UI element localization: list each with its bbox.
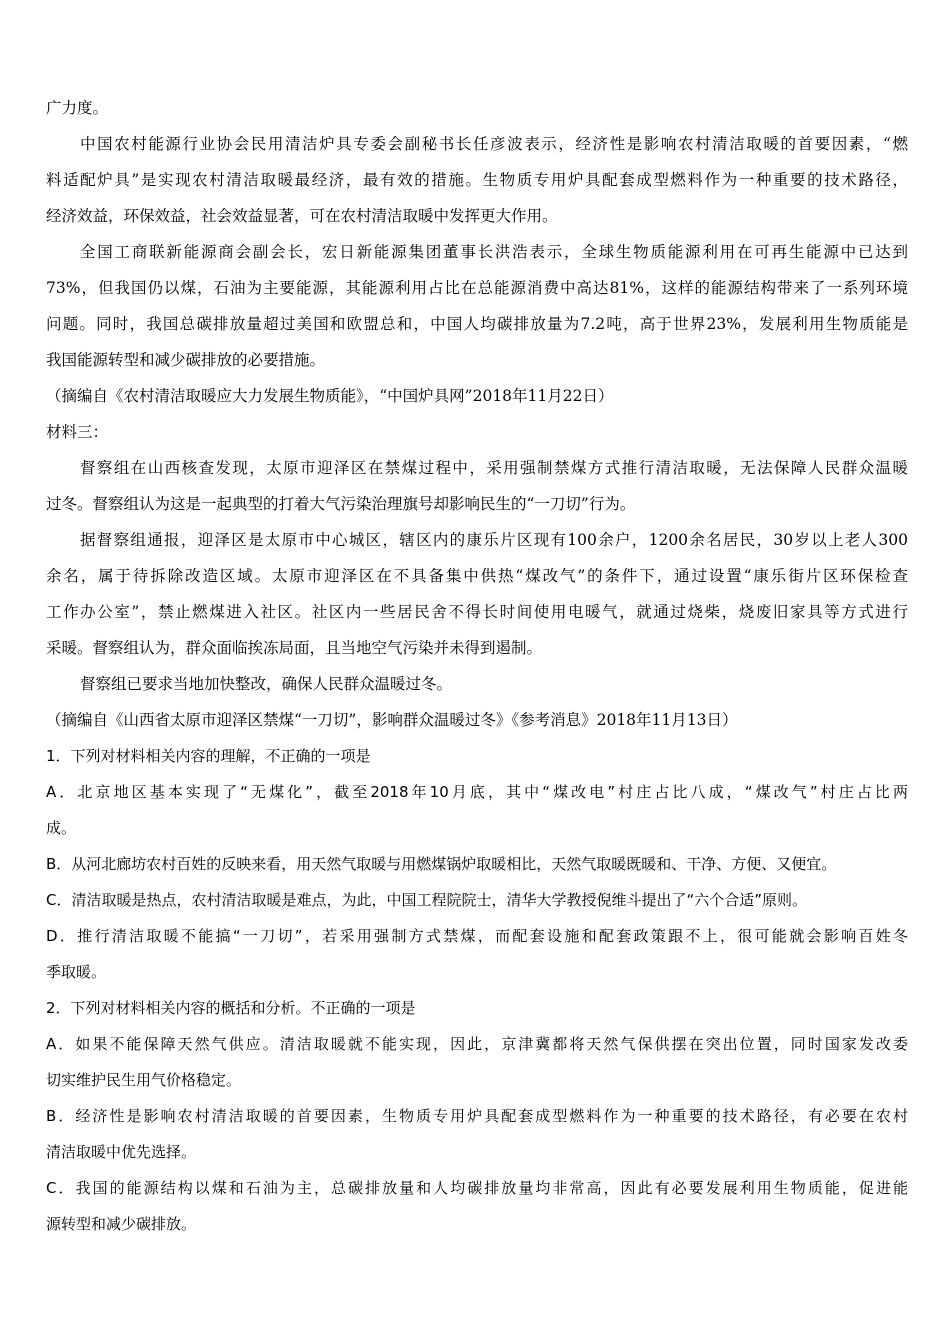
paragraph-line: 督察组在山西核查发现，太原市迎泽区在禁煤过程中，采用强制禁煤方式推行清洁取暖，无法保障人民群众温暖: [80, 459, 908, 477]
option-c: C．清洁取暖是热点，农村清洁取暖是难点，为此，中国工程院院士，清华大学教授倪维斗提出了“六个合适”原则。: [46, 891, 808, 909]
paragraph-line: 过冬。督察组认为这是一起典型的打着大气污染治理旗号却影响民生的“一刀切”行为。: [46, 495, 636, 513]
option-c: 源转型和减少碳排放。: [46, 1215, 197, 1233]
option-d: D．推行清洁取暖不能搞“一刀切”，若采用强制方式禁煤，而配套设施和配套政策跟不上，很可能就会影响百姓冬: [46, 927, 908, 945]
paragraph-line: 73%，但我国仍以煤，石油为主要能源，其能源利用占比在总能源消费中高达81%，这样的能源结构带来了一系列环境: [46, 279, 908, 297]
option-c: C．我国的能源结构以煤和石油为主，总碳排放量和人均碳排放量均非常高，因此有必要发展利用生物质能，促进能: [46, 1179, 908, 1197]
paragraph-line: 据督察组通报，迎泽区是太原市中心城区，辖区内的康乐片区现有100余户，1200余名居民，30岁以上老人300: [80, 531, 908, 549]
paragraph-line: 问题。同时，我国总碳排放量超过美国和欧盟总和，中国人均碳排放量为7.2吨，高于世界23%，发展利用生物质能是: [46, 315, 908, 333]
question-stem: 2．下列对材料相关内容的概括和分析。不正确的一项是: [46, 999, 416, 1017]
question-stem: 1．下列对材料相关内容的理解，不正确的一项是: [46, 747, 371, 765]
option-b: 清洁取暖中优先选择。: [46, 1143, 197, 1161]
paragraph-line: 中国农村能源行业协会民用清洁炉具专委会副秘书长任彦波表示，经济性是影响农村清洁取暖的首要因素，“燃: [80, 135, 908, 153]
paragraph-line: 督察组已要求当地加快整改，确保人民群众温暖过冬。: [80, 675, 453, 693]
paragraph-line: 我国能源转型和减少碳排放的必要措施。: [46, 351, 326, 369]
paragraph-line: 余名，属于待拆除改造区域。太原市迎泽区在不具备集中供热“煤改气”的条件下，通过设置“康乐街片区环保检查: [46, 567, 908, 585]
source-citation: （摘编自《山西省太原市迎泽区禁煤“一刀切”，影响群众温暖过冬》《参考消息》2018年11月13日）: [46, 711, 738, 729]
paragraph-line: 工作办公室”，禁止燃煤进入社区。社区内一些居民舍不得长时间使用电暖气，就通过烧柴，烧废旧家具等方式进行: [46, 603, 908, 621]
option-b: B．从河北廊坊农村百姓的反映来看，用天然气取暖与用燃煤锅炉取暖相比，天然气取暖既暖和、干净、方便、又便宜。: [46, 855, 837, 873]
paragraph-line: 全国工商联新能源商会副会长，宏日新能源集团董事长洪浩表示，全球生物质能源利用在可再生能源中已达到: [80, 243, 908, 261]
paragraph-line: 广力度。: [46, 99, 109, 117]
paragraph-line: 采暖。督察组认为，群众面临挨冻局面，且当地空气污染并未得到遏制。: [46, 639, 543, 657]
source-citation: （摘编自《农村清洁取暖应大力发展生物质能》，“中国炉具网”2018年11月22日）: [46, 387, 614, 405]
option-d: 季取暖。: [46, 963, 107, 981]
document-page: [46, 96, 908, 1248]
option-b: B．经济性是影响农村清洁取暖的首要因素，生物质专用炉具配套成型燃料作为一种重要的技术路径，有必要在农村: [46, 1107, 908, 1125]
paragraph-line: 经济效益，环保效益，社会效益显著，可在农村清洁取暖中发挥更大作用。: [46, 207, 558, 225]
option-a: 成。: [46, 819, 77, 837]
option-a: A．如果不能保障天然气供应。清洁取暖就不能实现，因此，京津冀都将天然气保供摆在突出位置，同时国家发改委: [46, 1035, 908, 1053]
paragraph-line: 料适配炉具”是实现农村清洁取暖最经济，最有效的措施。生物质专用炉具配套成型燃料作为一种重要的技术路径，: [46, 171, 908, 189]
section-heading: 材料三：: [46, 423, 109, 441]
option-a: 切实维护民生用气价格稳定。: [46, 1071, 242, 1089]
option-a: A．北京地区基本实现了“无煤化”，截至2018年10月底，其中“煤改电”村庄占比八成，“煤改气”村庄占比两: [46, 783, 908, 801]
